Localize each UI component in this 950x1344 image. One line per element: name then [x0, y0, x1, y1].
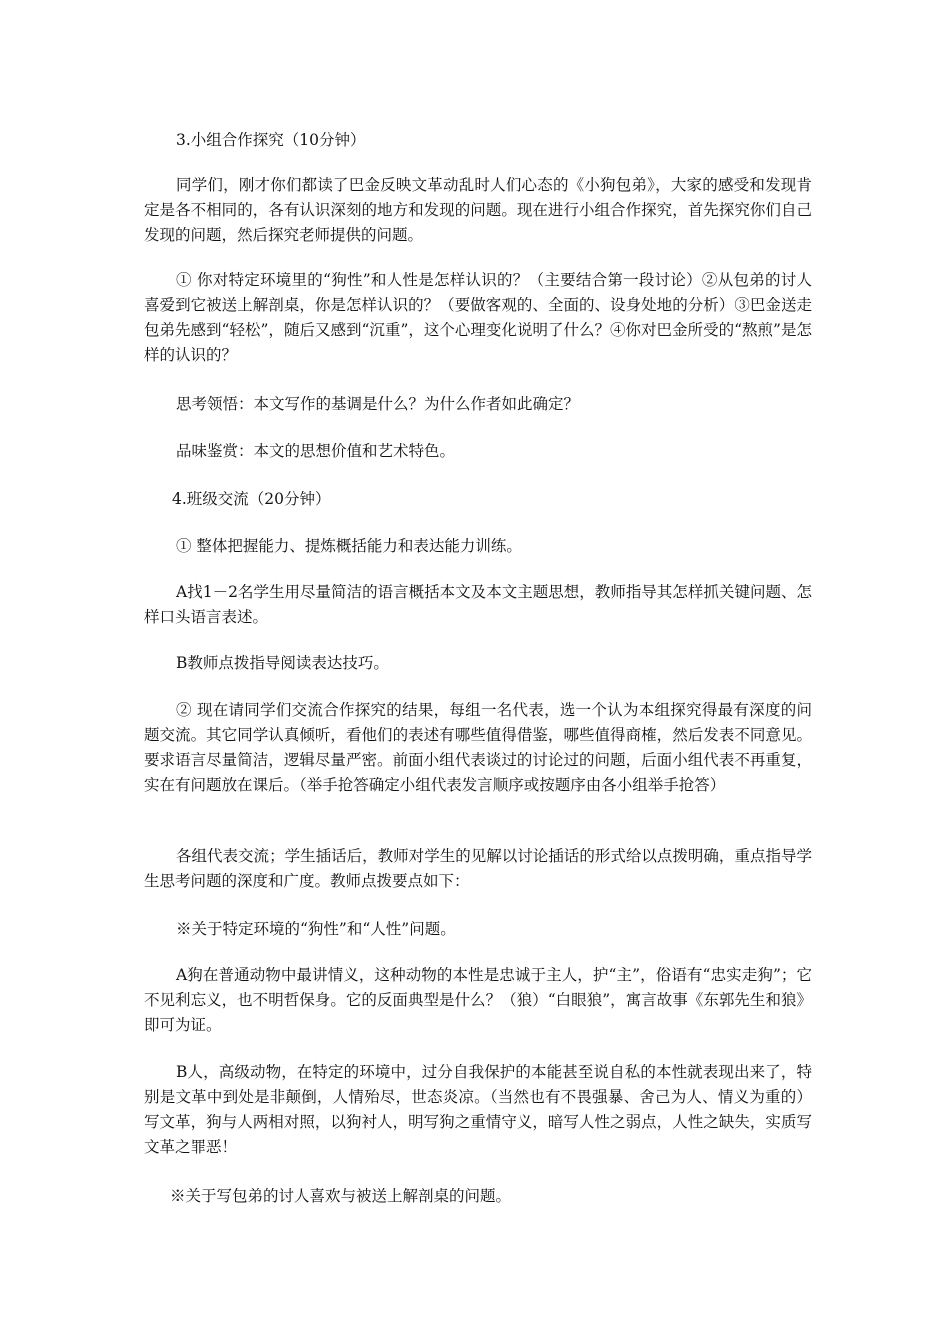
paragraph-dog-nature-heading: ※关于特定环境的“狗性”和“人性”问题。 — [176, 920, 456, 938]
paragraph-ability-training: ① 整体把握能力、提炼概括能力和表达能力训练。 — [176, 537, 522, 555]
paragraph-a-summary: A找1－2名学生用尽量简洁的语言概括本文及本文主题思想，教师指导其怎样抓关键问题、怎样口头语言表述。 — [144, 583, 812, 626]
section-heading-3: 3.小组合作探究（10分钟） — [176, 131, 366, 149]
paragraph-appreciation: 品味鉴赏：本文的思想价值和艺术特色。 — [176, 442, 456, 460]
paragraph-reflection: 思考领悟：本文写作的基调是什么？为什么作者如此确定？ — [176, 395, 580, 413]
paragraph-a-dog: A狗在普通动物中最讲情义，这种动物的本性是忠诚于主人，护“主”，俗语有“忠实走狗”；它不见利忘义，也不明哲保身。它的反面典型是什么？（狼）“白眼狼”，寓言故事《东郭先生和狼》即可为证。 — [144, 966, 812, 1034]
paragraph-representatives: 各组代表交流；学生插话后，教师对学生的见解以讨论插话的形式给以点拨明确，重点指导学生思考问题的深度和广度。教师点拨要点如下： — [144, 847, 812, 890]
paragraph-b-human: B人，高级动物，在特定的环境中，过分自我保护的本能甚至说自私的本性就表现出来了，特别是文革中到处是非颠倒，人情殆尽，世态炎凉。（当然也有不畏强暴、舍己为人、情义为重的）写文革，狗与人两相对照，以狗衬人，明写狗之重情守义，暗写人性之弱点，人性之缺失，实质写文革之罪恶！ — [144, 1063, 812, 1156]
paragraph-b-guidance: B教师点拨指导阅读表达技巧。 — [176, 654, 389, 672]
section-heading-4: 4.班级交流（20分钟） — [172, 490, 331, 508]
paragraph-baodi-heading: ※关于写包弟的讨人喜欢与被送上解剖桌的问题。 — [170, 1187, 512, 1205]
paragraph-exchange: ② 现在请同学们交流合作探究的结果，每组一名代表，选一个认为本组探究得最有深度的问题交流。其它同学认真倾听，看他们的表述有哪些值得借鉴，哪些值得商榷，然后发表不同意见。要求语言尽量简洁，逻辑尽量严密。前面小组代表谈过的讨论过的问题，后面小组代表不再重复，实在有问题放在课后。（举手抢答确定小组代表发言顺序或按题序由各小组举手抢答） — [144, 701, 812, 794]
paragraph-questions: ① 你对特定环境里的“狗性”和人性是怎样认识的？（主要结合第一段讨论）②从包弟的讨人喜爱到它被送上解剖桌，你是怎样认识的？（要做客观的、全面的、设身处地的分析）③巴金送走包弟先感到“轻松”，随后又感到“沉重”，这个心理变化说明了什么？④你对巴金所受的“熬煎”是怎样的认识的？ — [144, 271, 812, 364]
paragraph-intro: 同学们，刚才你们都读了巴金反映文革动乱时人们心态的《小狗包弟》，大家的感受和发现肯定是各不相同的，各有认识深刻的地方和发现的问题。现在进行小组合作探究，首先探究你们自己发现的问题，然后探究老师提供的问题。 — [144, 176, 812, 244]
